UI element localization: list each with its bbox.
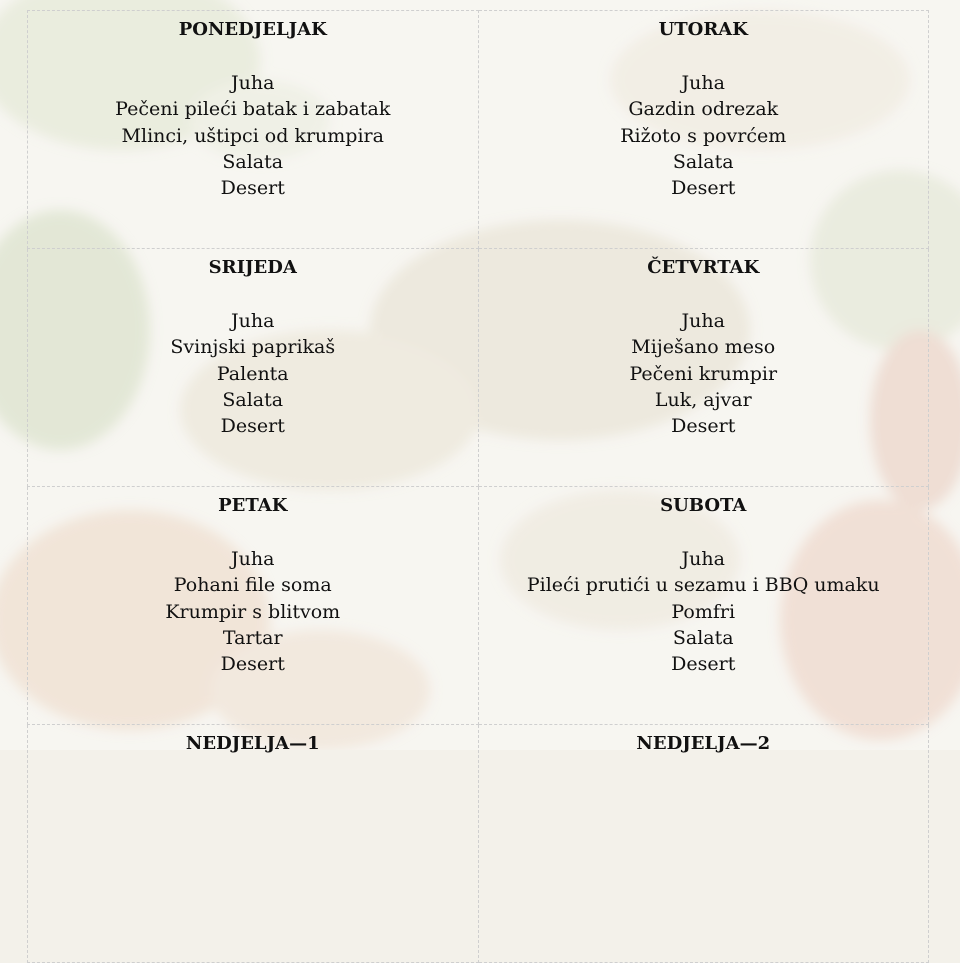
day-title: PONEDJELJAK (178, 19, 327, 40)
menu-item: Salata (222, 388, 284, 411)
menu-item: Desert (220, 415, 285, 438)
menu-item: Juha (681, 310, 725, 332)
menu-item: Mlinci, uštipci od krumpira (121, 124, 384, 147)
menu-item: Pečeni krumpir (629, 362, 778, 385)
menu-cell-petak (28, 487, 479, 725)
menu-item: Desert (220, 177, 285, 200)
menu-item: Rižoto s povrćem (620, 124, 787, 147)
menu-item: Miješano meso (631, 336, 776, 359)
menu-item: Juha (231, 548, 275, 570)
menu-item: Desert (671, 415, 736, 438)
menu-cell-subota (478, 487, 928, 725)
menu-item: Tartar (222, 626, 283, 649)
menu-item: Gazdin odrezak (628, 98, 779, 121)
day-title: NEDJELJA—1 (185, 733, 320, 754)
day-title: SUBOTA (660, 495, 747, 516)
day-title: ČETVRTAK (647, 257, 760, 278)
menu-item: Juha (231, 72, 275, 94)
day-title: NEDJELJA—2 (636, 733, 771, 754)
menu-item: Krumpir s blitvom (165, 600, 341, 623)
menu-cell-utorak (478, 11, 928, 249)
menu-cell-nedjelja-1 (28, 725, 479, 963)
menu-item: Salata (672, 626, 734, 649)
menu-item: Juha (681, 72, 725, 94)
menu-item: Palenta (216, 362, 289, 385)
menu-cell-ponedjeljak (28, 11, 479, 249)
weekly-menu-table (27, 10, 929, 963)
menu-item: Desert (220, 653, 285, 676)
menu-item: Luk, ajvar (654, 388, 752, 411)
menu-item: Salata (222, 150, 284, 173)
menu-item: Pečeni pileći batak i zabatak (115, 98, 391, 121)
menu-cell-cetvrtak (478, 249, 928, 487)
day-title: SRIJEDA (208, 257, 297, 278)
menu-item: Svinjski paprikaš (170, 336, 336, 359)
day-title: PETAK (218, 495, 288, 516)
menu-item: Pomfri (671, 600, 736, 623)
menu-cell-srijeda (28, 249, 479, 487)
day-title: UTORAK (658, 19, 748, 40)
menu-item: Desert (671, 653, 736, 676)
menu-cell-nedjelja-2 (478, 725, 928, 963)
menu-item: Salata (672, 150, 734, 173)
menu-item: Pohani file soma (173, 574, 332, 597)
menu-item: Desert (671, 177, 736, 200)
menu-item: Pileći prutići u sezamu i BBQ umaku (526, 574, 880, 597)
menu-item: Juha (231, 310, 275, 332)
menu-item: Juha (681, 548, 725, 570)
